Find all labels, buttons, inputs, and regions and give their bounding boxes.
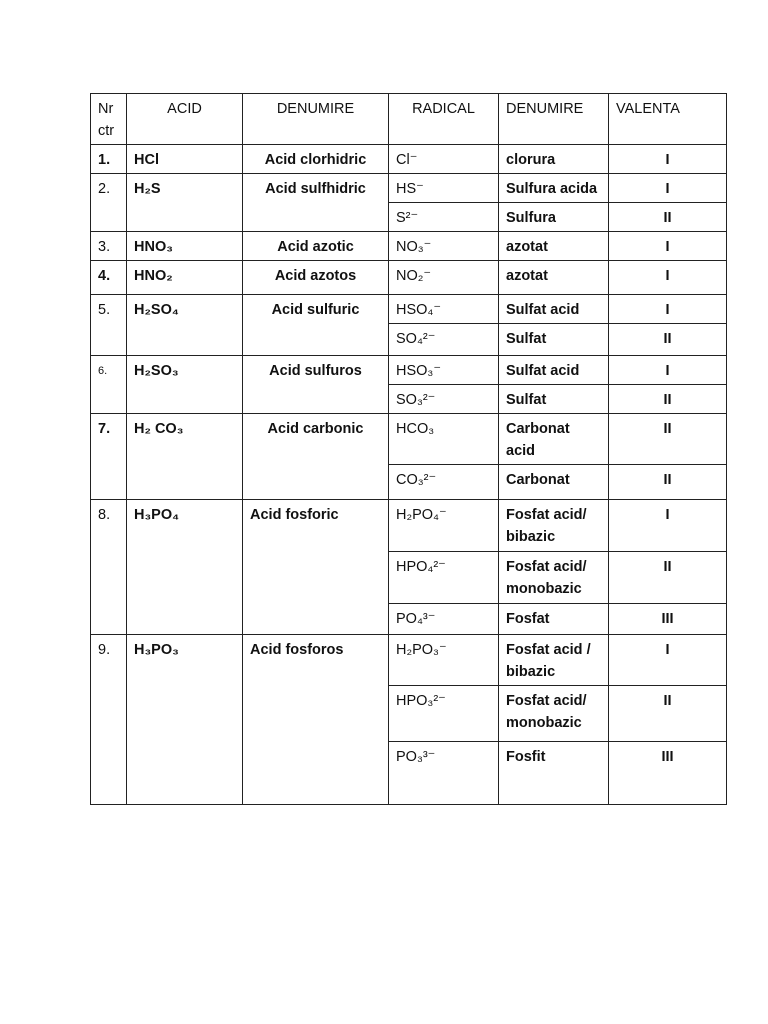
radical-formula: HS⁻ [389,174,499,203]
valence: I [609,356,727,385]
valence: II [609,414,727,465]
table-header-row [91,94,727,145]
radical-formula: SO₃²⁻ [389,385,499,414]
acid-formula: HNO₃ [127,232,243,261]
radical-formula: HCO₃ [389,414,499,465]
radical-name: clorura [499,145,609,174]
radical-formula: HPO₄²⁻ [389,552,499,604]
radical-name: Fosfat acid / bibazic [499,635,609,686]
radical-name: azotat [499,261,609,295]
table-row [91,500,727,552]
valence: II [609,385,727,414]
acid-name: Acid sulfuric [243,295,389,356]
acid-formula: H₂SO₄ [127,295,243,356]
acid-name: Acid carbonic [243,414,389,500]
radical-formula: NO₂⁻ [389,261,499,295]
radical-name: Sulfat [499,324,609,356]
table-row [91,414,727,465]
acid-formula: HNO₂ [127,261,243,295]
radical-name: Carbonat [499,465,609,500]
table-row [91,232,727,261]
valence: I [609,635,727,686]
acid-radical-table [90,93,727,805]
valence: II [609,552,727,604]
radical-formula: HPO₃²⁻ [389,686,499,742]
acid-name: Acid fosforic [243,500,389,635]
row-number: 4. [91,261,127,295]
radical-name: Sulfat [499,385,609,414]
radical-name: Fosfat acid/ monobazic [499,686,609,742]
radical-formula: HSO₄⁻ [389,295,499,324]
header-acid: ACID [127,94,243,145]
radical-name: Fosfat acid/ monobazic [499,552,609,604]
table-row [91,261,727,295]
header-nr: Nr ctr [91,94,127,145]
row-number: 5. [91,295,127,356]
acid-formula: H₃PO₄ [127,500,243,635]
valence: II [609,203,727,232]
acid-name: Acid azotic [243,232,389,261]
acid-name: Acid clorhidric [243,145,389,174]
row-number: 9. [91,635,127,805]
acid-name: Acid sulfuros [243,356,389,414]
valence: I [609,500,727,552]
table-row [91,295,727,324]
radical-formula: HSO₃⁻ [389,356,499,385]
valence: II [609,465,727,500]
radical-formula: NO₃⁻ [389,232,499,261]
valence: II [609,686,727,742]
acid-formula: H₂ CO₃ [127,414,243,500]
valence: I [609,145,727,174]
row-number: 3. [91,232,127,261]
acid-name: Acid fosforos [243,635,389,805]
header-acid-name: DENUMIRE [243,94,389,145]
radical-formula: PO₄³⁻ [389,604,499,635]
radical-formula: CO₃²⁻ [389,465,499,500]
radical-name: Sulfat acid [499,295,609,324]
radical-name: Fosfit [499,742,609,805]
radical-formula: SO₄²⁻ [389,324,499,356]
radical-formula: S²⁻ [389,203,499,232]
radical-name: Carbonat acid [499,414,609,465]
table-row [91,356,727,385]
radical-formula: Cl⁻ [389,145,499,174]
acid-formula: H₂SO₃ [127,356,243,414]
radical-formula: H₂PO₃⁻ [389,635,499,686]
acid-formula: H₃PO₃ [127,635,243,805]
radical-formula: H₂PO₄⁻ [389,500,499,552]
acid-name: Acid sulfhidric [243,174,389,232]
row-number: 7. [91,414,127,500]
acid-formula: H₂S [127,174,243,232]
table-row [91,635,727,686]
radical-name: Fosfat acid/ bibazic [499,500,609,552]
radical-name: Sulfat acid [499,356,609,385]
valence: I [609,232,727,261]
valence: I [609,295,727,324]
row-number: 2. [91,174,127,232]
row-number: 1. [91,145,127,174]
valence: II [609,324,727,356]
valence: III [609,742,727,805]
row-number: 6. [91,356,127,414]
radical-name: Sulfura [499,203,609,232]
table-row [91,145,727,174]
acid-name: Acid azotos [243,261,389,295]
row-number: 8. [91,500,127,635]
header-radical: RADICAL [389,94,499,145]
valence: I [609,261,727,295]
valence: III [609,604,727,635]
radical-name: Fosfat [499,604,609,635]
acid-formula: HCl [127,145,243,174]
table-row [91,174,727,203]
valence: I [609,174,727,203]
header-radical-name: DENUMIRE [499,94,609,145]
radical-formula: PO₃³⁻ [389,742,499,805]
header-valence: VALENTA [609,94,727,145]
radical-name: Sulfura acida [499,174,609,203]
radical-name: azotat [499,232,609,261]
